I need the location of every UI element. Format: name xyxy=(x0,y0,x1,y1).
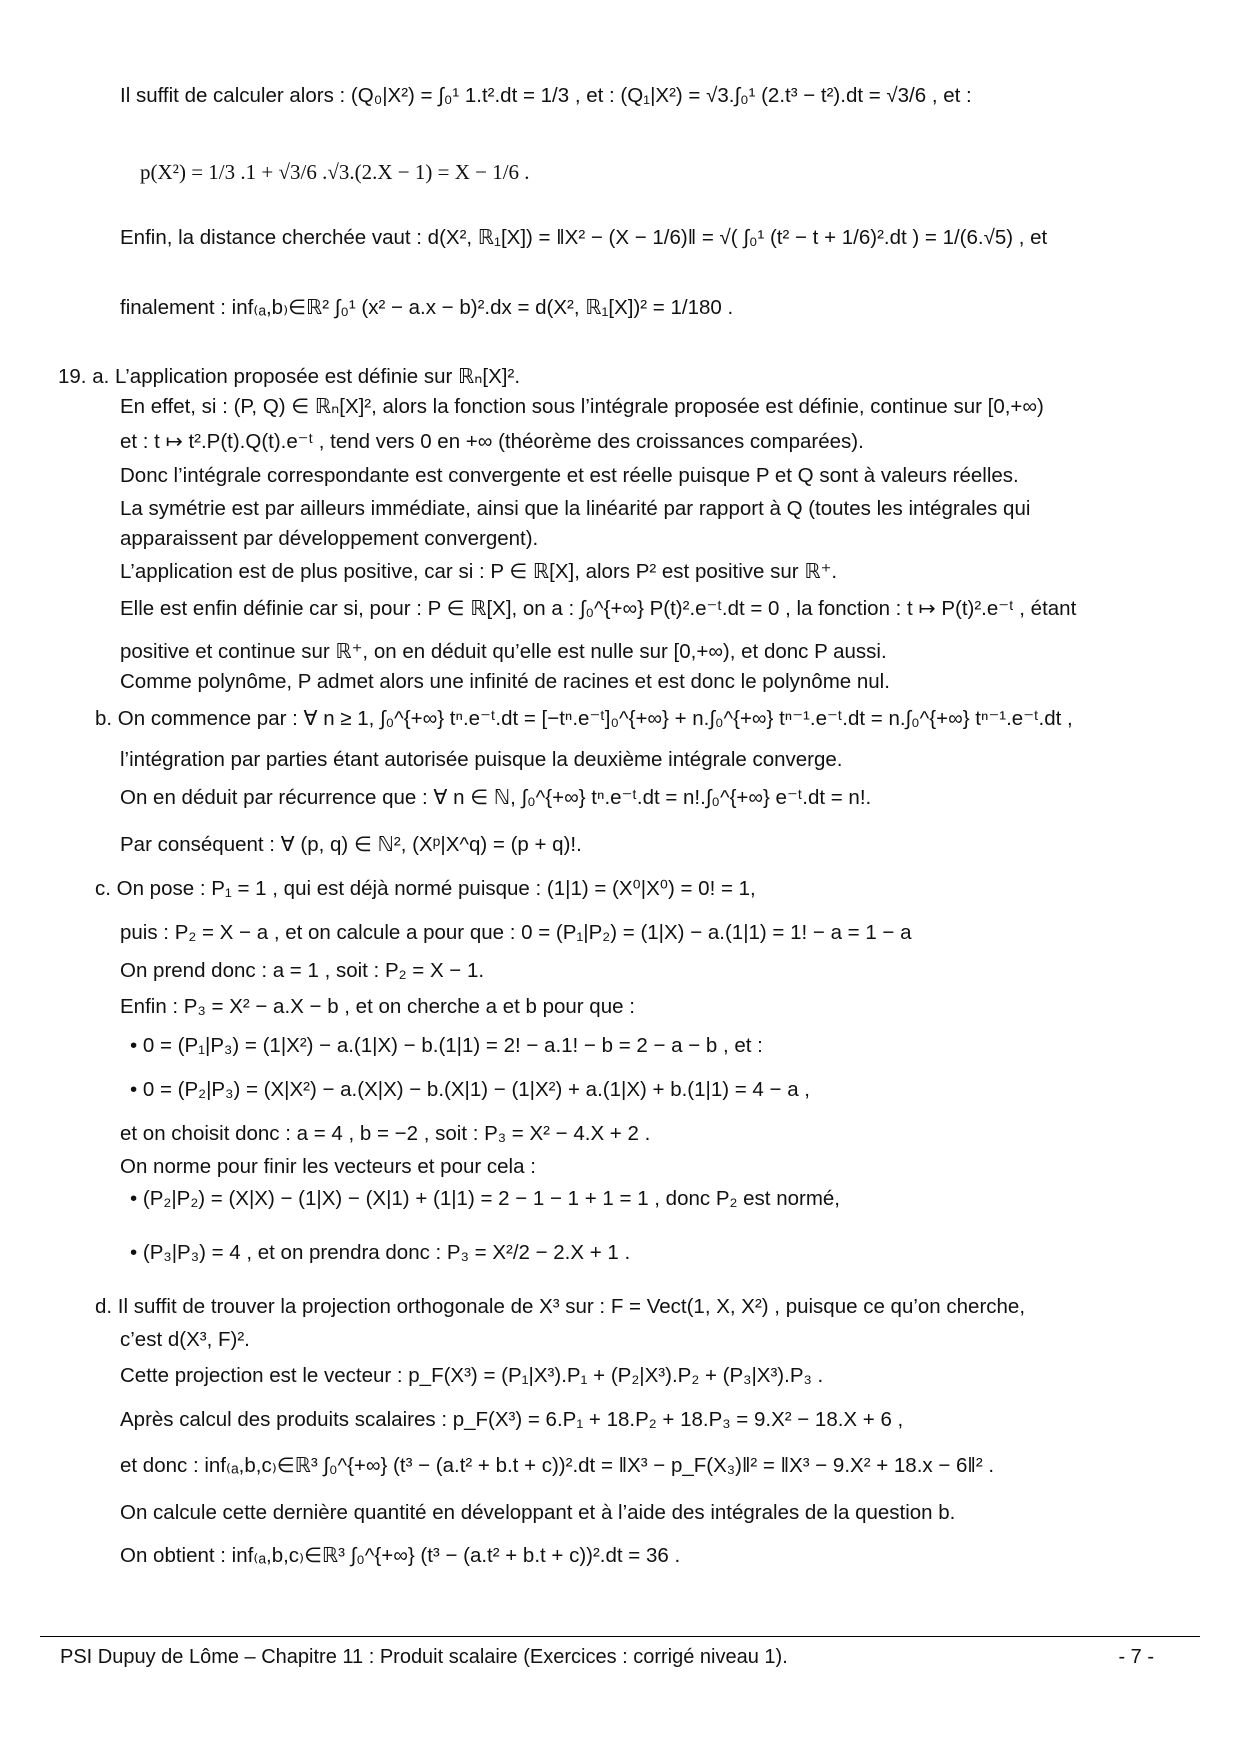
text-line: et on choisit donc : a = 4 , b = −2 , soit : P₃ = X² − 4.X + 2 . xyxy=(120,1122,651,1145)
text-line: • (P₃|P₃) = 4 , et on prendra donc : P₃ = X²/2 − 2.X + 1 . xyxy=(130,1241,631,1264)
text-line: p(X²) = 1/3 .1 + √3/6 .√3.(2.X − 1) = X − 1/6 . xyxy=(140,160,530,184)
text-line: En effet, si : (P, Q) ∈ ℝₙ[X]², alors la fonction sous l’intégrale proposée est définie, continue sur [0,+∞) xyxy=(120,395,1044,418)
text-line: l’intégration par parties étant autorisée puisque la deuxième intégrale converge. xyxy=(120,748,843,771)
text-line: L’application est de plus positive, car si : P ∈ ℝ[X], alors P² est positive sur ℝ⁺. xyxy=(120,560,838,583)
footer-title: PSI Dupuy de Lôme – Chapitre 11 : Produit scalaire (Exercices : corrigé niveau 1). xyxy=(60,1646,788,1668)
text-line: On norme pour finir les vecteurs et pour cela : xyxy=(120,1155,536,1178)
text-line: Donc l’intégrale correspondante est convergente et est réelle puisque P et Q sont à valeurs réelles. xyxy=(120,464,1019,487)
text-line: puis : P₂ = X − a , et on calcule a pour que : 0 = (P₁|P₂) = (1|X) − a.(1|1) = 1! − a = 1 − a xyxy=(120,921,912,944)
text-line: positive et continue sur ℝ⁺, on en déduit qu’elle est nulle sur [0,+∞), et donc P aussi. xyxy=(120,640,887,663)
text-line: On prend donc : a = 1 , soit : P₂ = X − 1. xyxy=(120,959,485,982)
text-line: On en déduit par récurrence que : ∀ n ∈ ℕ, ∫₀^{+∞} tⁿ.e⁻ᵗ.dt = n!.∫₀^{+∞} e⁻ᵗ.dt = n!. xyxy=(120,786,872,809)
text-line: Enfin, la distance cherchée vaut : d(X², ℝ₁[X]) = ‖X² − (X − 1/6)‖ = √( ∫₀¹ (t² − t + 1/6)².dt ) = 1/(6.√5) , et xyxy=(120,226,1048,249)
text-line: Enfin : P₃ = X² − a.X − b , et on cherche a et b pour que : xyxy=(120,995,635,1018)
text-line: Comme polynôme, P admet alors une infinité de racines et est donc le polynôme nul. xyxy=(120,670,890,693)
text-line: et : t ↦ t².P(t).Q(t).e⁻ᵗ , tend vers 0 en +∞ (théorème des croissances comparées). xyxy=(120,430,864,453)
text-line: c’est d(X³, F)². xyxy=(120,1328,250,1351)
text-line: et donc : inf₍ₐ,b,c₎∈ℝ³ ∫₀^{+∞} (t³ − (a.t² + b.t + c))².dt = ‖X³ − p_F(X₃)‖² = ‖X³ − 9.X² + 18.x − 6‖² . xyxy=(120,1454,995,1477)
text-line: Après calcul des produits scalaires : p_F(X³) = 6.P₁ + 18.P₂ + 18.P₃ = 9.X² − 18.X + 6 , xyxy=(120,1408,904,1431)
text-line: c. On pose : P₁ = 1 , qui est déjà normé puisque : (1|1) = (X⁰|X⁰) = 0! = 1, xyxy=(95,877,756,900)
text-line: Il suffit de calculer alors : (Q₀|X²) = ∫₀¹ 1.t².dt = 1/3 , et : (Q₁|X²) = √3.∫₀¹ (2.t³ − t²).dt = √3/6 , et : xyxy=(120,84,972,107)
text-line: • 0 = (P₂|P₃) = (X|X²) − a.(X|X) − b.(X|1) − (1|X²) + a.(1|X) + b.(1|1) = 4 − a , xyxy=(130,1078,810,1101)
text-line: • (P₂|P₂) = (X|X) − (1|X) − (X|1) + (1|1) = 2 − 1 − 1 + 1 = 1 , donc P₂ est normé, xyxy=(130,1187,841,1210)
text-line: On obtient : inf₍ₐ,b,c₎∈ℝ³ ∫₀^{+∞} (t³ − (a.t² + b.t + c))².dt = 36 . xyxy=(120,1544,681,1567)
text-line: Cette projection est le vecteur : p_F(X³) = (P₁|X³).P₁ + (P₂|X³).P₂ + (P₃|X³).P₃ . xyxy=(120,1364,824,1387)
text-line: apparaissent par développement convergent). xyxy=(120,527,539,550)
text-line: Par conséquent : ∀ (p, q) ∈ ℕ², (Xᵖ|X^q) = (p + q)!. xyxy=(120,833,582,856)
footer-divider xyxy=(40,1636,1200,1637)
text-line: La symétrie est par ailleurs immédiate, ainsi que la linéarité par rapport à Q (toutes les intégrales qui xyxy=(120,497,1031,520)
text-line: Elle est enfin définie car si, pour : P ∈ ℝ[X], on a : ∫₀^{+∞} P(t)².e⁻ᵗ.dt = 0 , la fonction : t ↦ P(t)².e⁻ᵗ , étant xyxy=(120,597,1077,620)
text-line: On calcule cette dernière quantité en développant et à l’aide des intégrales de la question b. xyxy=(120,1501,956,1524)
text-line: b. On commence par : ∀ n ≥ 1, ∫₀^{+∞} tⁿ.e⁻ᵗ.dt = [−tⁿ.e⁻ᵗ]₀^{+∞} + n.∫₀^{+∞} tⁿ⁻¹.e⁻ᵗ.dt = n.∫₀^{+∞} tⁿ⁻¹.e⁻ᵗ.dt , xyxy=(95,707,1073,730)
text-line: d. Il suffit de trouver la projection orthogonale de X³ sur : F = Vect(1, X, X²) , puisque ce qu’on cherche, xyxy=(95,1295,1026,1318)
text-line: • 0 = (P₁|P₃) = (1|X²) − a.(1|X) − b.(1|1) = 2! − a.1! − b = 2 − a − b , et : xyxy=(130,1034,763,1057)
text-line: 19. a. L’application proposée est définie sur ℝₙ[X]². xyxy=(58,365,521,388)
page-number: - 7 - xyxy=(1118,1646,1154,1668)
text-line: finalement : inf₍ₐ,b₎∈ℝ² ∫₀¹ (x² − a.x − b)².dx = d(X², ℝ₁[X])² = 1/180 . xyxy=(120,296,734,319)
